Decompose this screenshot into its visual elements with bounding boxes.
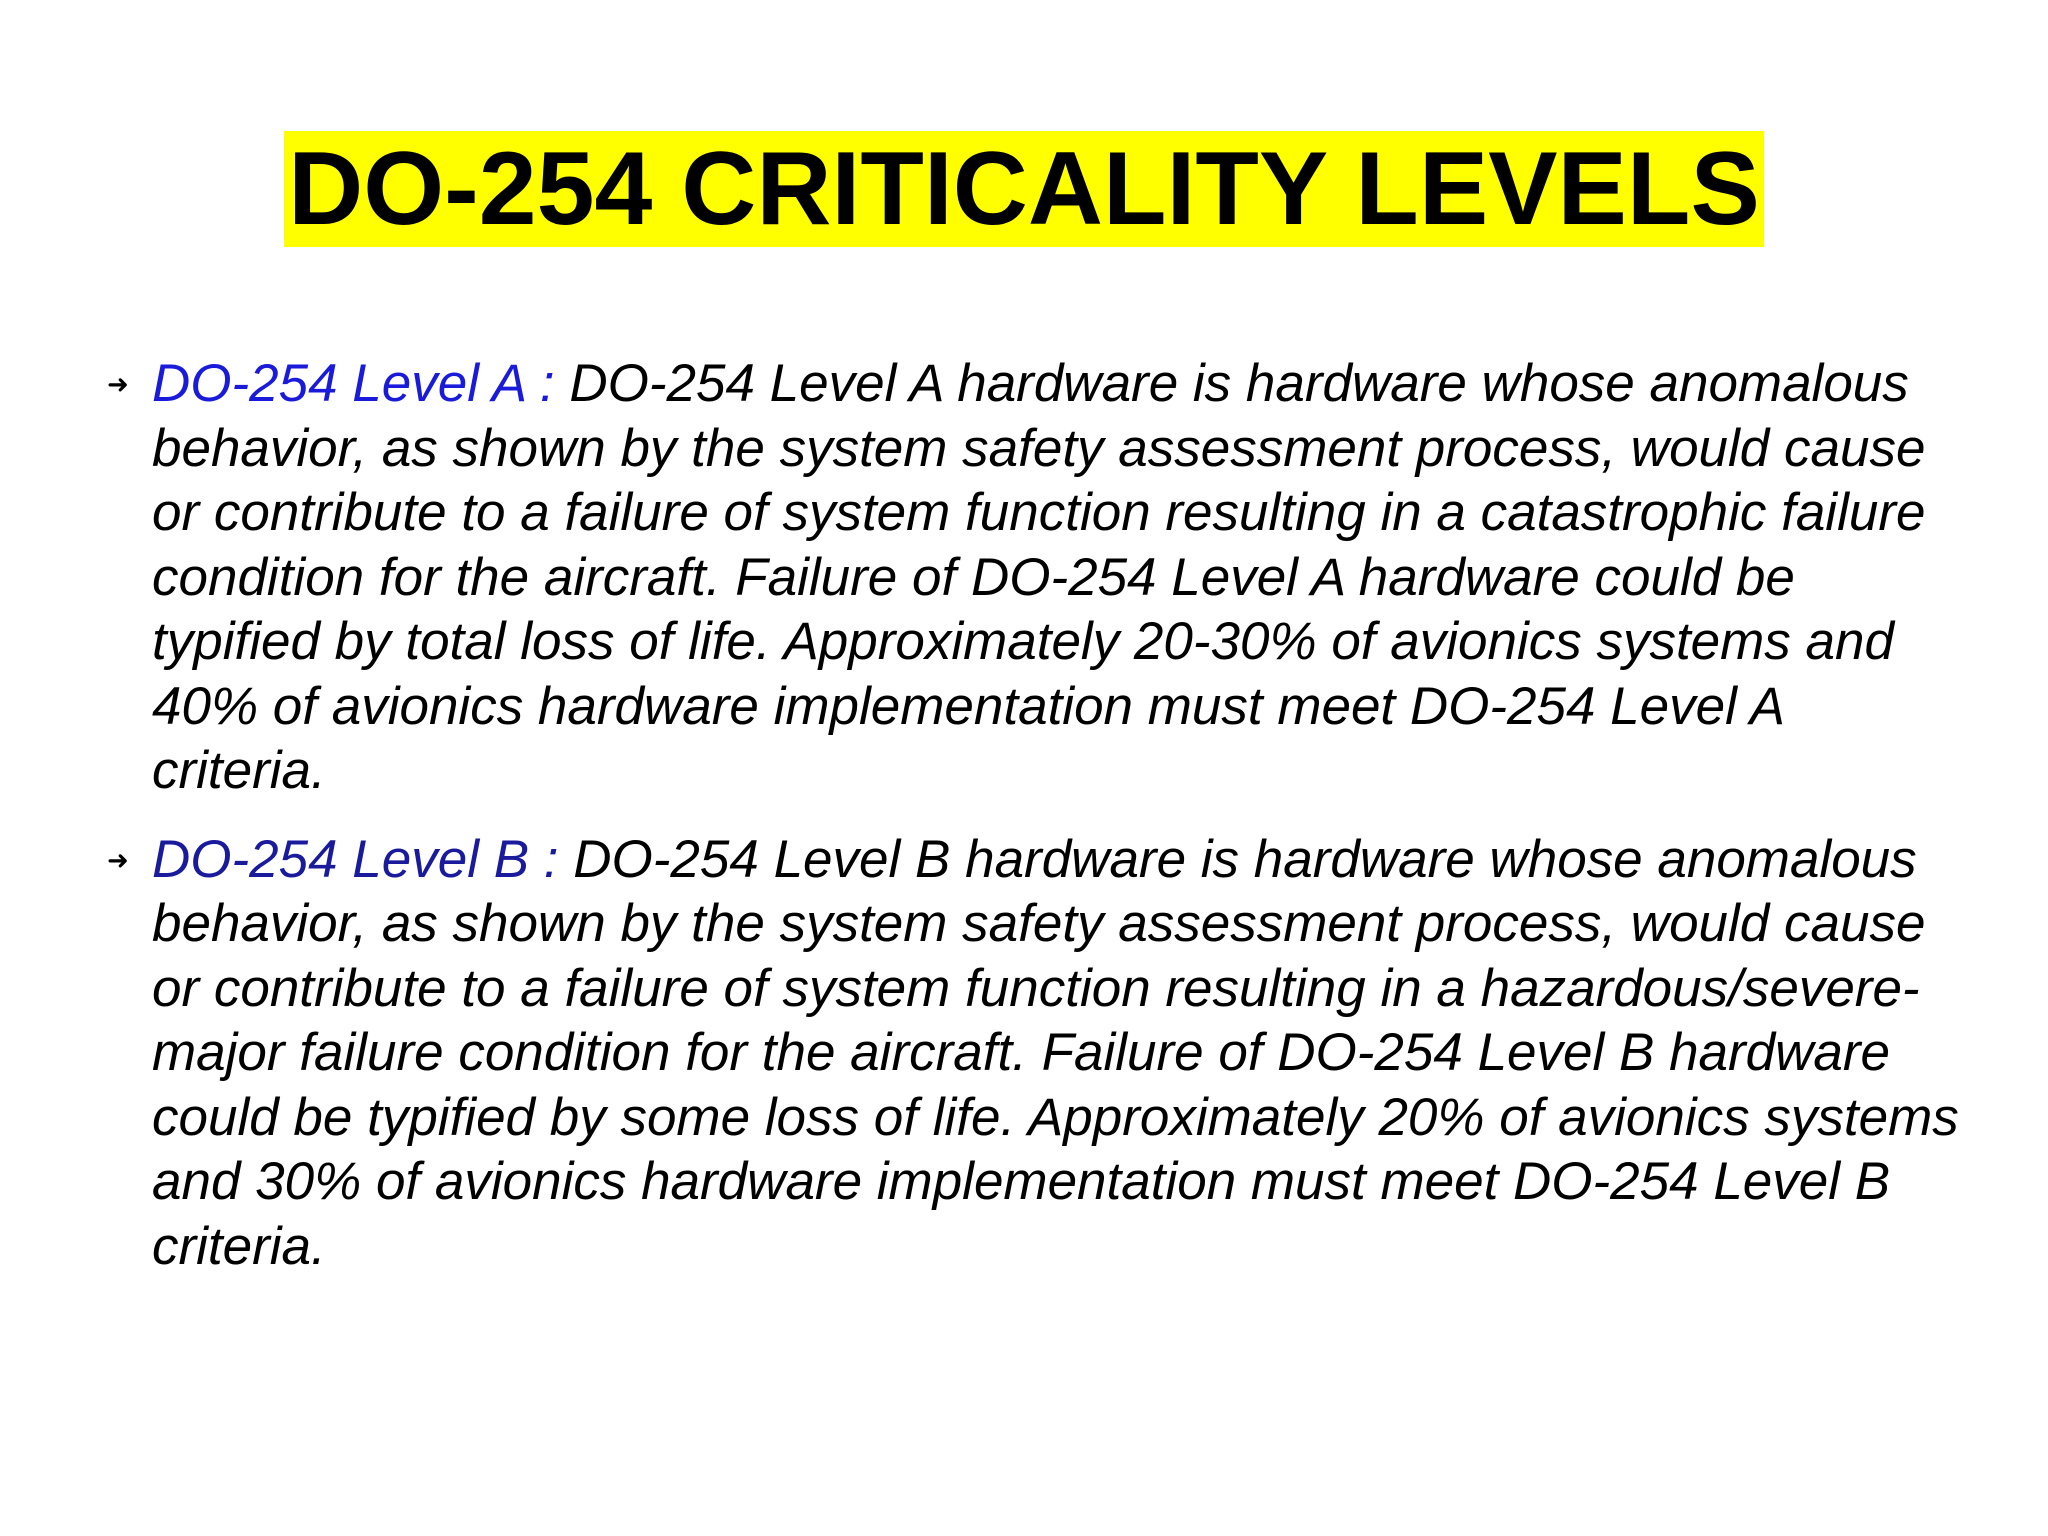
- title-wrap: [0, 131, 2048, 247]
- bullet-list: [107, 352, 1967, 1279]
- arrow-right-icon: ➜: [107, 844, 129, 875]
- slide-title: DO-254 CRITICALITY LEVELS: [284, 131, 1764, 247]
- bullet-lead: DO-254 Level B :: [152, 829, 559, 889]
- bullet-level-b: [107, 828, 1967, 1280]
- bullet-text: DO-254 Level B hardware is hardware whose anomalous behavior, as shown by the system safety assessment process, would cause or contribute to a failure of system function resulting in a hazardous/severe-major failure condition for the aircraft. Failure of DO-254 Level B hardware could be typified by some loss of life. Approximately 20% of avionics systems and 30% of avionics hardware implementation must meet DO-254 Level B criteria.: [152, 829, 1959, 1276]
- arrow-right-icon: ➜: [107, 369, 129, 399]
- bullet-text: DO-254 Level A hardware is hardware whose anomalous behavior, as shown by the system safety assessment process, would cause or contribute to a failure of system function resulting in a catastrophic failure condition for the aircraft. Failure of DO-254 Level A hardware could be typified by total loss of life. Approximately 20-30% of avionics systems and 40% of avionics hardware implementation must meet DO-254 Level A criteria.: [152, 354, 1926, 800]
- bullet-level-a: [107, 352, 1967, 804]
- bullet-lead: DO-254 Level A :: [152, 354, 555, 413]
